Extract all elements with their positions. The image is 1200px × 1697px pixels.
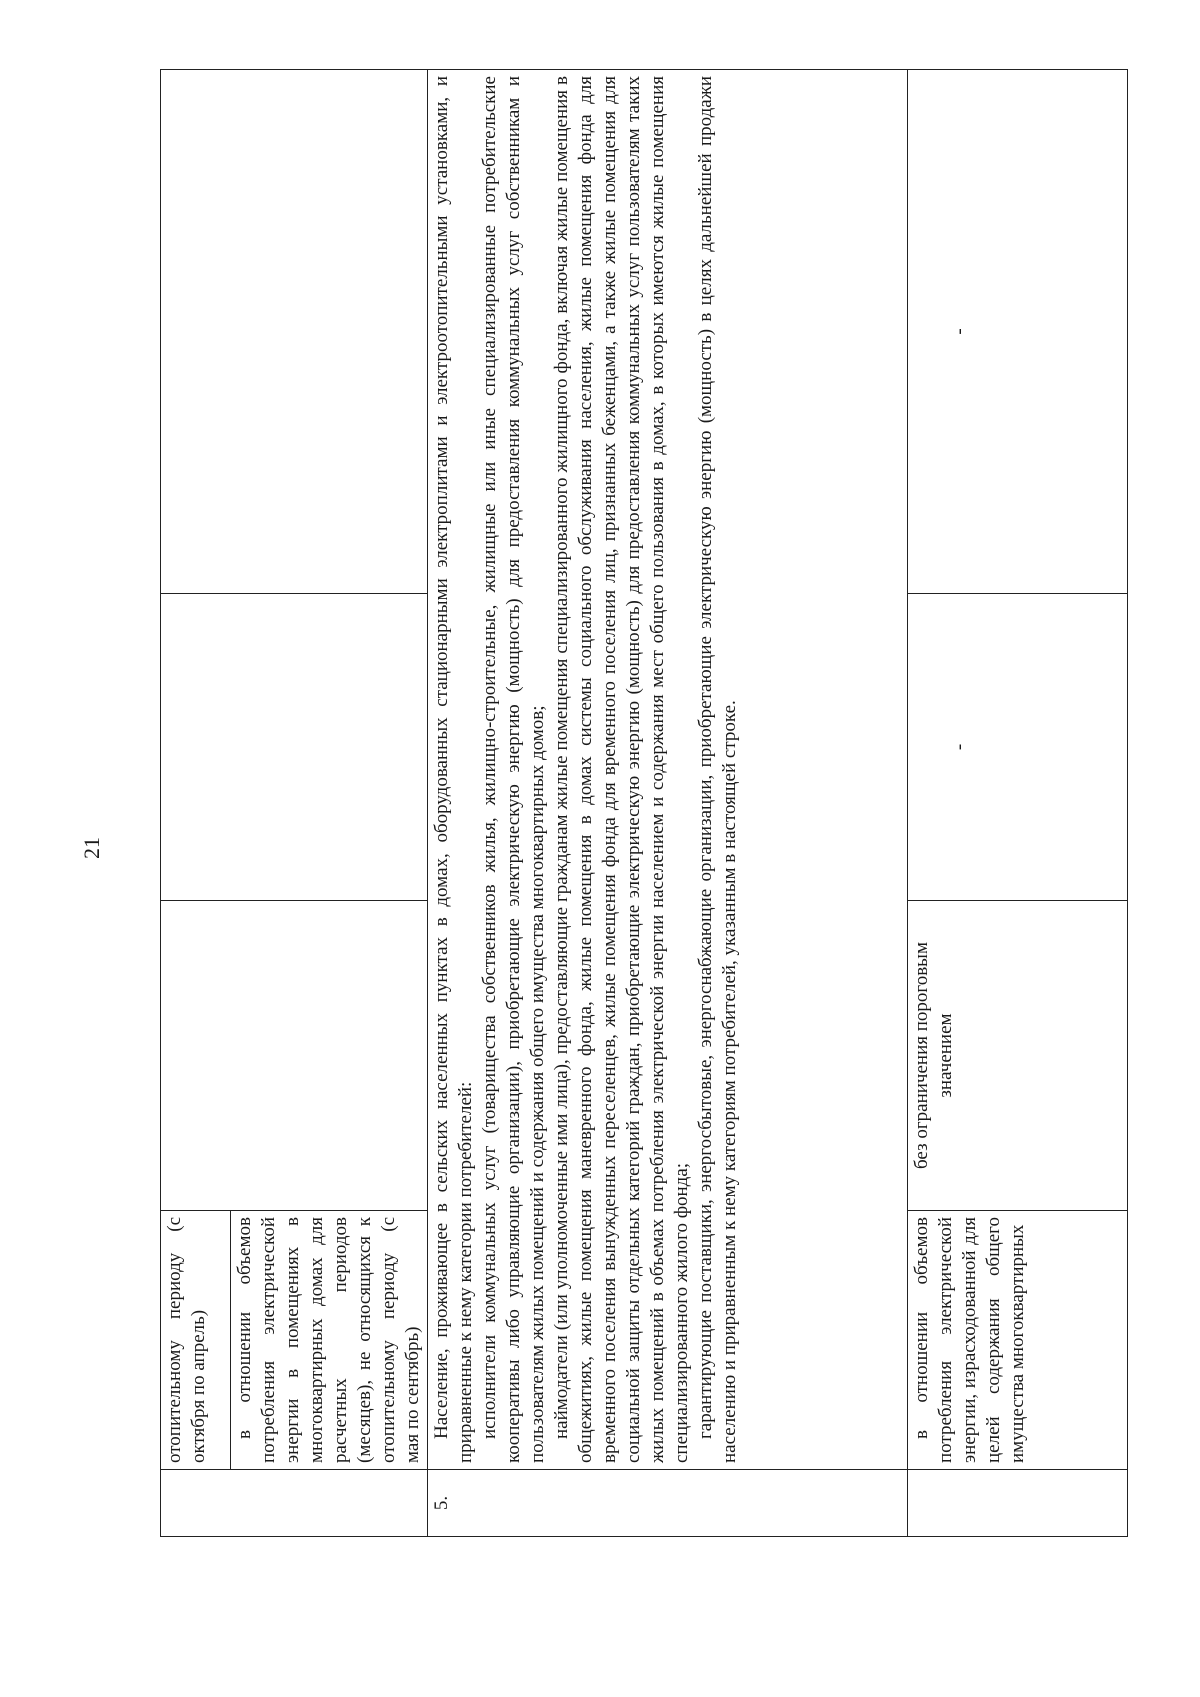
row-description-cell xyxy=(428,70,908,1470)
rotated-table-container xyxy=(160,70,1103,1537)
row-number-cell: 5. xyxy=(428,1470,908,1537)
paragraph: Население, проживающее в сельских населенных пунктах в домах, оборудованных стационарными электроплитами и электроотопительными установками, и приравненные к нему категории потребителей: xyxy=(431,76,476,1463)
rotated-table-frame xyxy=(160,70,1103,1537)
row-number-cell xyxy=(161,1470,428,1537)
threshold-cell xyxy=(161,901,428,1211)
threshold-cell: без ограничения пороговым значением xyxy=(908,901,1128,1211)
threshold-cell xyxy=(161,70,428,594)
paragraph: исполнители коммунальных услуг (товарищества собственников жилья, жилищно-строительные, жилищные или иные специализированные потребительские кооперативы либо управляющие организации), приобретающие электрическую энергию (мощность) для предоставления коммунальных услуг собственникам и пользователям жилых помещений и содержания общего имущества многоквартирных домов; xyxy=(479,76,548,1463)
row-number-cell xyxy=(908,1470,1128,1537)
table-row xyxy=(428,70,908,1537)
row-description-cell: в отношении объемов потребления электрической энергии в помещениях в многоквартирных домах для расчетных периодов (месяцев), не относящихся к отопительному периоду (с мая по сентябрь) xyxy=(231,1211,428,1470)
page-number: 21 xyxy=(79,837,104,859)
tariff-table xyxy=(160,69,1128,1537)
row-description-cell: в отношении объемов потребления электрической энергии, израсходованной для целей содержания общего имущества многоквартирных xyxy=(908,1211,1128,1470)
table-row xyxy=(161,70,231,1537)
threshold-cell xyxy=(161,594,428,901)
threshold-cell: - xyxy=(908,594,1128,901)
paragraph: наймодатели (или уполномоченные ими лица), предоставляющие гражданам жилые помещения специализированного жилищного фонда, включая жилые помещения в общежитиях, жилые помещения маневренного фонда, жилые помещения в домах системы социального обслуживания населения, жилые помещения фонда для временного поселения вынужденных переселенцев, жилые помещения фонда для временного поселения лиц, признанных беженцами, а также жилые помещения для социальной защиты отдельных категорий граждан, приобретающие электрическую энергию (мощность) для предоставления коммунальных услуг пользователям таких жилых помещений в объемах потребления электрической энергии населением и содержания мест общего пользования в домах, в которых имеются жилые помещения специализированного жилого фонда; xyxy=(551,76,692,1463)
row-description-cell: отопительному периоду (с октября по апрель) xyxy=(161,1211,231,1470)
table-row xyxy=(908,70,1128,1537)
paragraph: гарантирующие поставщики, энергосбытовые, энергоснабжающие организации, приобретающие электрическую энергию (мощность) в целях дальнейшей продажи населению и приравненным к нему категориям потребителей, указанным в настоящей строке. xyxy=(695,76,740,1463)
threshold-cell: - xyxy=(908,70,1128,594)
